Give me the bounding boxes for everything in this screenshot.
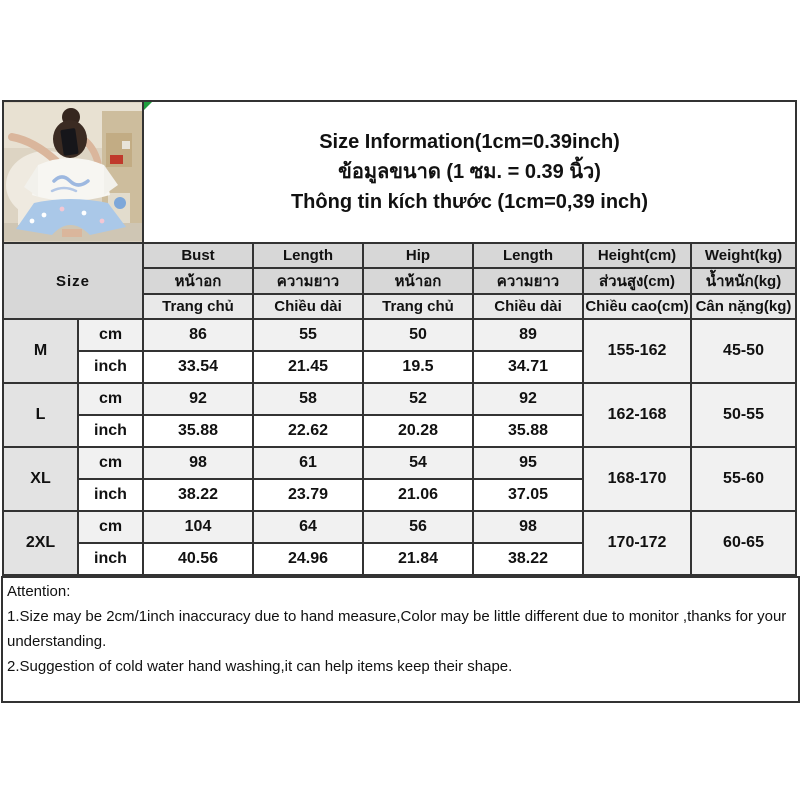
table-row-xl-cm — [3, 447, 796, 479]
attention-item-2: 2.Suggestion of cold water hand washing,it can help items keep their shape. — [7, 658, 513, 675]
xl-hip-inch: 21.06 — [363, 479, 473, 511]
col-header-height-th: ส่วนสูง(cm) — [583, 268, 691, 294]
m-hip-inch: 19.5 — [363, 351, 473, 383]
col-header-height-en: Height(cm) — [583, 243, 691, 268]
col-header-length1-vi: Chiều dài — [253, 294, 363, 319]
col-header-weight-th: น้ำหนัก(kg) — [691, 268, 796, 294]
2xl-length1-inch: 24.96 — [253, 543, 363, 575]
title-english: Size Information(1cm=0.39inch) — [319, 131, 620, 153]
unit-label-cm: cm — [78, 319, 143, 351]
table-row-2xl-cm — [3, 511, 796, 543]
l-hip-inch: 20.28 — [363, 415, 473, 447]
table-row-m-cm — [3, 319, 796, 351]
l-bust-cm: 92 — [143, 383, 253, 415]
size-label-xl: XL — [3, 447, 78, 511]
size-header-label: Size — [3, 243, 143, 319]
m-length2-cm: 89 — [473, 319, 583, 351]
xl-length1-cm: 61 — [253, 447, 363, 479]
2xl-length1-cm: 64 — [253, 511, 363, 543]
2xl-length2-cm: 98 — [473, 511, 583, 543]
product-photo-illustration — [4, 103, 142, 241]
m-hip-cm: 50 — [363, 319, 473, 351]
attention-item-1: 1.Size may be 2cm/1inch inaccuracy due to hand measure,Color may be little different due to monitor ,thanks for your understanding. — [7, 608, 787, 650]
col-header-weight-vi: Cân nặng(kg) — [691, 294, 796, 319]
2xl-bust-inch: 40.56 — [143, 543, 253, 575]
attention-notes — [1, 576, 800, 703]
col-header-bust-vi: Trang chủ — [143, 294, 253, 319]
m-weight: 45-50 — [691, 319, 796, 383]
col-header-weight-en: Weight(kg) — [691, 243, 796, 268]
2xl-hip-inch: 21.84 — [363, 543, 473, 575]
m-length1-cm: 55 — [253, 319, 363, 351]
l-weight: 50-55 — [691, 383, 796, 447]
xl-bust-cm: 98 — [143, 447, 253, 479]
l-bust-inch: 35.88 — [143, 415, 253, 447]
col-header-bust-th: หน้าอก — [143, 268, 253, 294]
size-table — [2, 100, 797, 576]
unit-label-inch: inch — [78, 543, 143, 575]
unit-label-inch: inch — [78, 351, 143, 383]
m-length2-inch: 34.71 — [473, 351, 583, 383]
table-row-l-cm — [3, 383, 796, 415]
col-header-length2-vi: Chiều dài — [473, 294, 583, 319]
m-length1-inch: 21.45 — [253, 351, 363, 383]
m-bust-inch: 33.54 — [143, 351, 253, 383]
2xl-hip-cm: 56 — [363, 511, 473, 543]
title-thai: ข้อมูลขนาด (1 ซม. = 0.39 นิ้ว) — [338, 161, 601, 183]
unit-label-cm: cm — [78, 383, 143, 415]
2xl-length2-inch: 38.22 — [473, 543, 583, 575]
2xl-bust-cm: 104 — [143, 511, 253, 543]
title-cell — [143, 101, 796, 243]
2xl-weight: 60-65 — [691, 511, 796, 575]
2xl-height: 170-172 — [583, 511, 691, 575]
col-header-length2-th: ความยาว — [473, 268, 583, 294]
xl-length2-inch: 37.05 — [473, 479, 583, 511]
m-bust-cm: 86 — [143, 319, 253, 351]
excel-corner-marker-icon — [144, 102, 152, 110]
l-height: 162-168 — [583, 383, 691, 447]
unit-label-cm: cm — [78, 511, 143, 543]
col-header-bust-en: Bust — [143, 243, 253, 268]
l-length1-inch: 22.62 — [253, 415, 363, 447]
product-photo — [3, 101, 143, 243]
col-header-hip-en: Hip — [363, 243, 473, 268]
col-header-hip-vi: Trang chủ — [363, 294, 473, 319]
col-header-hip-th: หน้าอก — [363, 268, 473, 294]
xl-weight: 55-60 — [691, 447, 796, 511]
m-height: 155-162 — [583, 319, 691, 383]
l-length2-inch: 35.88 — [473, 415, 583, 447]
title-vietnamese: Thông tin kích thước (1cm=0,39 inch) — [290, 191, 649, 213]
size-label-2xl: 2XL — [3, 511, 78, 575]
col-header-length2-en: Length — [473, 243, 583, 268]
unit-label-inch: inch — [78, 415, 143, 447]
xl-hip-cm: 54 — [363, 447, 473, 479]
attention-heading: Attention: — [7, 583, 71, 600]
size-chart-sheet — [2, 100, 797, 576]
l-length2-cm: 92 — [473, 383, 583, 415]
l-length1-cm: 58 — [253, 383, 363, 415]
unit-label-inch: inch — [78, 479, 143, 511]
col-header-length1-en: Length — [253, 243, 363, 268]
size-label-l: L — [3, 383, 78, 447]
unit-label-cm: cm — [78, 447, 143, 479]
col-header-height-vi: Chiều cao(cm) — [583, 294, 691, 319]
xl-height: 168-170 — [583, 447, 691, 511]
size-label-m: M — [3, 319, 78, 383]
col-header-length1-th: ความยาว — [253, 268, 363, 294]
xl-bust-inch: 38.22 — [143, 479, 253, 511]
l-hip-cm: 52 — [363, 383, 473, 415]
xl-length2-cm: 95 — [473, 447, 583, 479]
xl-length1-inch: 23.79 — [253, 479, 363, 511]
